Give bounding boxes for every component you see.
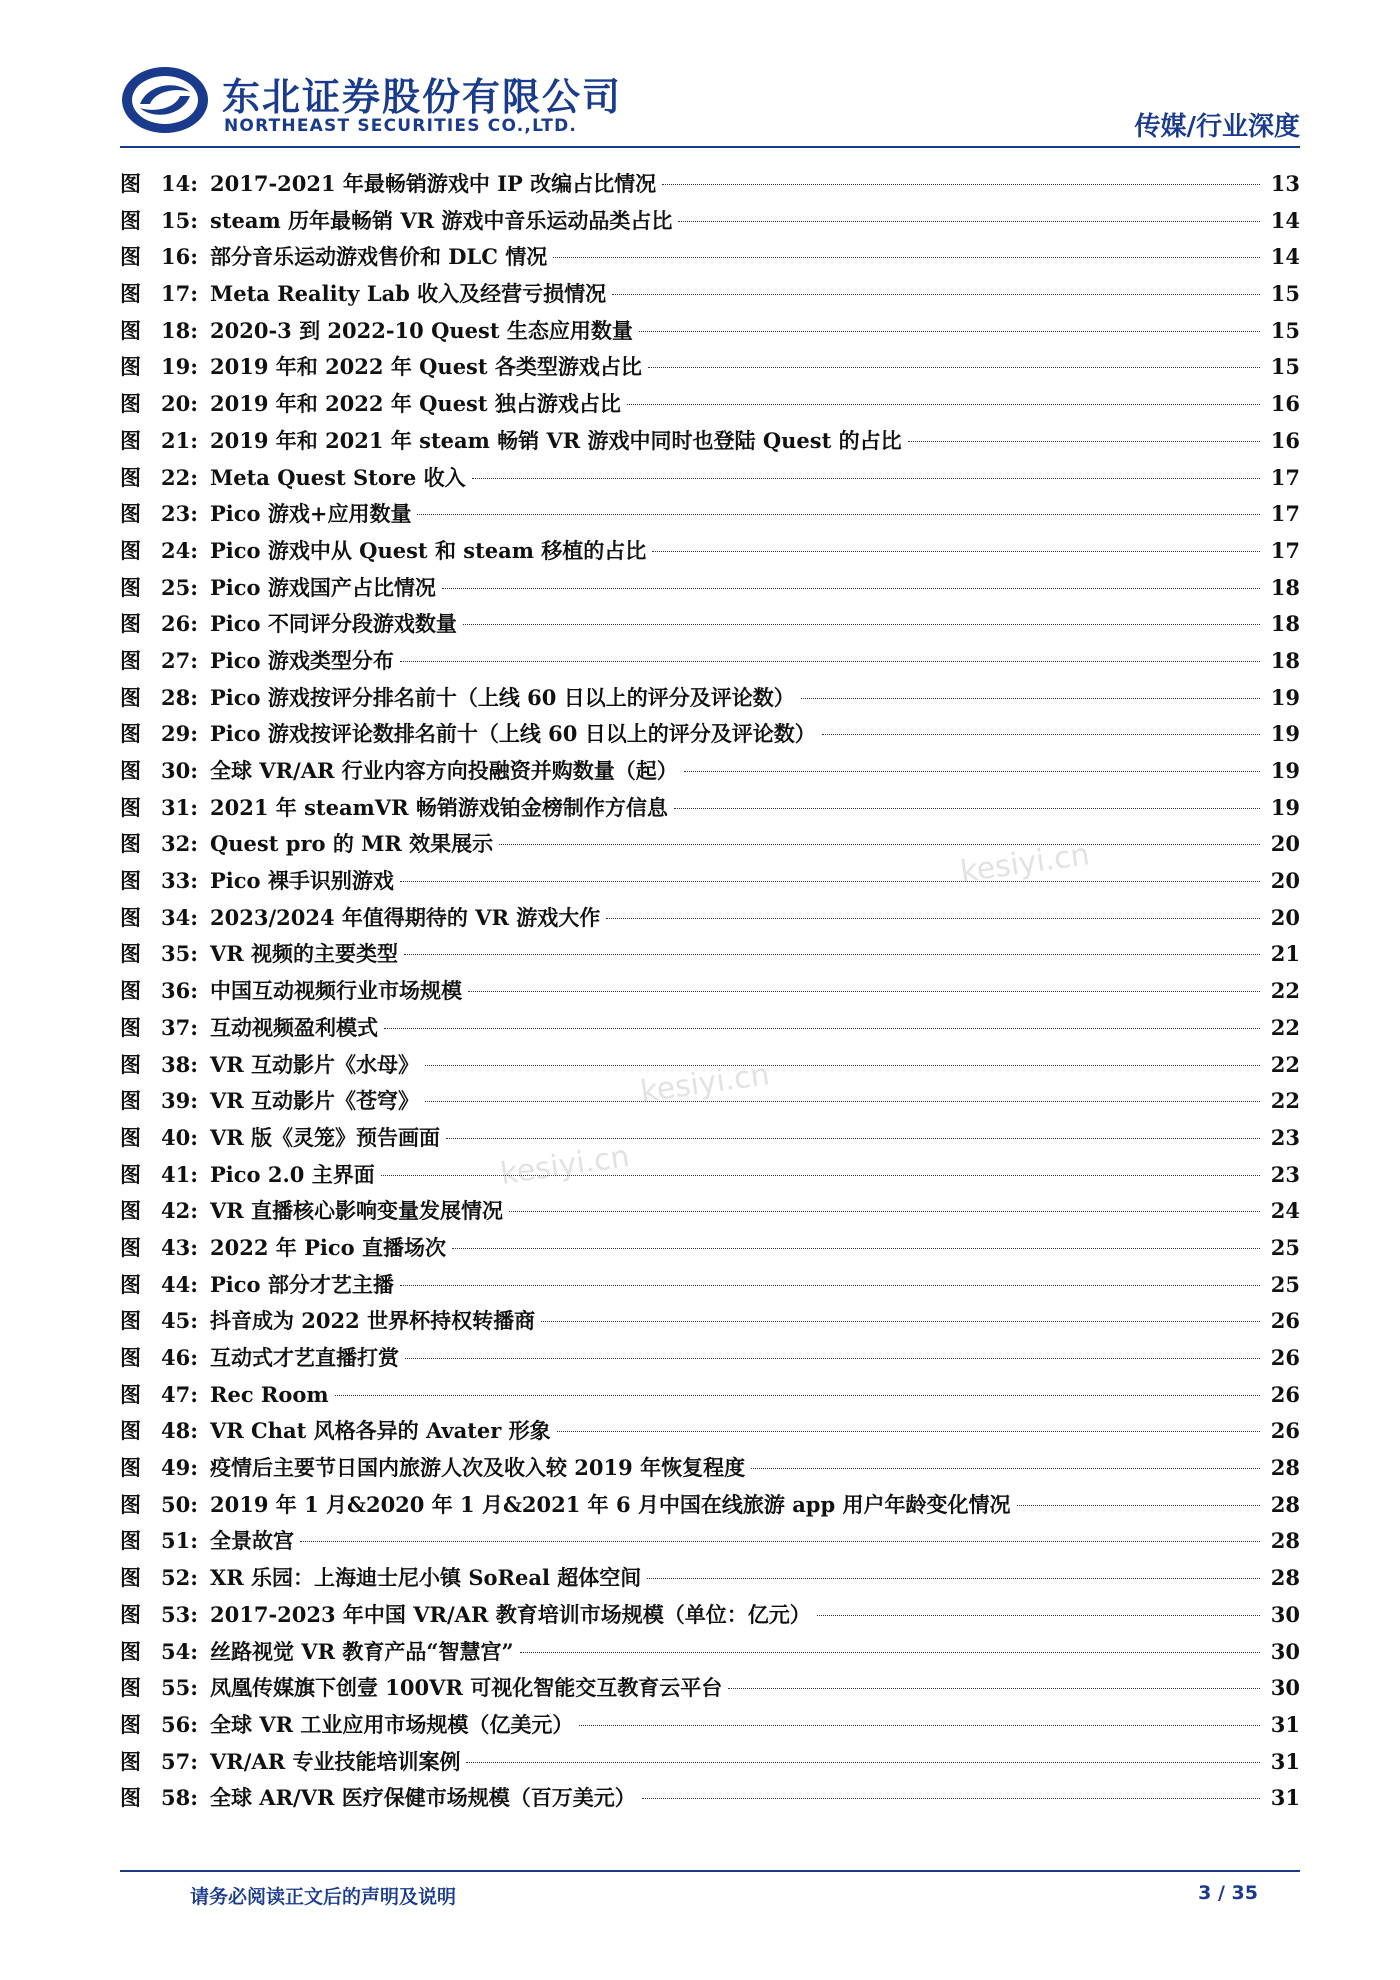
figure-title[interactable]: VR 互动影片《苍穹》	[210, 1088, 420, 1114]
figure-label: 图	[120, 317, 141, 343]
figure-label: 图	[120, 1308, 141, 1334]
figure-label: 图	[120, 1418, 141, 1444]
watermark: kesiyi.cn	[498, 1139, 632, 1192]
figure-title[interactable]: 中国互动视频行业市场规模	[210, 978, 462, 1004]
dot-leader	[335, 1395, 1260, 1396]
toc-row[interactable]	[120, 1010, 1300, 1047]
company-logo-icon	[120, 64, 210, 136]
figure-label: 图	[120, 1234, 141, 1260]
figure-title[interactable]: 2023/2024 年值得期待的 VR 游戏大作	[210, 904, 601, 930]
dot-leader	[627, 404, 1260, 405]
figure-label: 图	[120, 1345, 141, 1370]
section-tag: 传媒/行业深度	[1134, 112, 1300, 142]
watermark: kesiyi.cn	[958, 837, 1092, 890]
figure-title[interactable]: VR 直播核心影响变量发展情况	[210, 1198, 504, 1224]
figure-page[interactable]: 28	[1270, 1565, 1300, 1591]
figure-page[interactable]: 26	[1270, 1345, 1300, 1370]
figure-number: 57:	[161, 1748, 198, 1774]
page-number: 3 / 35	[1198, 1882, 1258, 1904]
figure-title[interactable]: Pico 裸手识别游戏	[210, 868, 394, 894]
figure-label: 图	[120, 244, 141, 270]
dot-leader	[662, 184, 1260, 185]
figure-title[interactable]: 2021 年 steamVR 畅销游戏铂金榜制作方信息	[210, 794, 668, 820]
footer-disclaimer: 请务必阅读正文后的声明及说明	[190, 1886, 457, 1908]
figure-label: 图	[120, 1161, 141, 1187]
figure-label: 图	[120, 1198, 141, 1224]
dot-leader	[381, 1175, 1260, 1176]
figure-title[interactable]: 互动式才艺直播打赏	[210, 1345, 399, 1370]
figure-page[interactable]: 17	[1270, 537, 1300, 563]
figure-title[interactable]: Pico 部分才艺主播	[210, 1271, 394, 1297]
figure-label: 图	[120, 1088, 141, 1114]
dot-leader	[678, 221, 1260, 222]
dot-leader	[446, 1138, 1260, 1139]
figure-number: 55:	[161, 1675, 198, 1701]
dot-leader	[674, 808, 1260, 809]
figure-page[interactable]: 28	[1270, 1455, 1300, 1481]
toc-row[interactable]	[120, 1523, 1300, 1560]
figure-number: 20:	[161, 391, 198, 417]
figure-title[interactable]: 丝路视觉 VR 教育产品“智慧宫”	[210, 1638, 514, 1664]
company-name-en: NORTHEAST SECURITIES CO.,LTD.	[224, 116, 578, 136]
figure-number: 50:	[161, 1491, 198, 1517]
figure-number: 17:	[161, 281, 198, 307]
figure-page[interactable]: 26	[1270, 1308, 1300, 1334]
figure-label: 图	[120, 281, 141, 307]
toc-row[interactable]	[120, 900, 1300, 937]
toc-row[interactable]	[120, 643, 1300, 680]
figure-number: 37:	[161, 1014, 198, 1040]
figure-number: 31:	[161, 794, 198, 820]
figure-page[interactable]: 30	[1270, 1638, 1300, 1664]
dot-leader	[400, 881, 1260, 882]
figure-page[interactable]: 14	[1270, 207, 1300, 233]
figure-label: 图	[120, 537, 141, 563]
toc-row[interactable]	[120, 460, 1300, 497]
figure-label: 图	[120, 721, 141, 747]
dot-leader	[728, 1688, 1260, 1689]
figure-title[interactable]: Pico 游戏类型分布	[210, 647, 394, 673]
dot-leader	[822, 734, 1260, 735]
figure-label: 图	[120, 207, 141, 233]
figure-label: 图	[120, 501, 141, 527]
figure-title[interactable]: VR 版《灵笼》预告画面	[210, 1124, 441, 1150]
dot-leader	[404, 954, 1260, 955]
figure-number: 26:	[161, 611, 198, 637]
figure-title[interactable]: 2020-3 到 2022-10 Quest 生态应用数量	[210, 317, 633, 343]
toc-row[interactable]	[120, 533, 1300, 570]
toc-row[interactable]	[120, 496, 1300, 533]
figure-page[interactable]: 16	[1270, 427, 1300, 453]
figure-number: 36:	[161, 978, 198, 1004]
toc-row[interactable]	[120, 1193, 1300, 1230]
figure-label: 图	[120, 427, 141, 453]
figure-page[interactable]: 28	[1270, 1528, 1300, 1554]
figure-number: 48:	[161, 1418, 198, 1444]
toc-row[interactable]	[120, 1157, 1300, 1194]
figure-label: 图	[120, 1675, 141, 1701]
figure-number: 54:	[161, 1638, 198, 1664]
toc-row[interactable]	[120, 1780, 1300, 1817]
figure-label: 图	[120, 1638, 141, 1664]
dot-leader	[472, 478, 1260, 479]
toc-row[interactable]	[120, 1083, 1300, 1120]
figure-label: 图	[120, 574, 141, 600]
dot-leader	[300, 1541, 1260, 1542]
figure-number: 14:	[161, 171, 198, 196]
figure-label: 图	[120, 904, 141, 930]
figure-label: 图	[120, 1455, 141, 1481]
dot-leader	[817, 1615, 1260, 1616]
figure-page[interactable]: 20	[1270, 904, 1300, 930]
figure-number: 47:	[161, 1381, 198, 1407]
figure-number: 45:	[161, 1308, 198, 1334]
figure-label: 图	[120, 831, 141, 857]
dot-leader	[642, 1798, 1260, 1799]
figure-number: 51:	[161, 1528, 198, 1554]
toc-row[interactable]	[120, 826, 1300, 863]
figure-number: 16:	[161, 244, 198, 270]
figure-label: 图	[120, 171, 141, 196]
figure-number: 15:	[161, 207, 198, 233]
dot-leader	[606, 918, 1260, 919]
toc-row[interactable]	[120, 1487, 1300, 1524]
figure-number: 41:	[161, 1161, 198, 1187]
figure-title[interactable]: Pico 2.0 主界面	[210, 1161, 375, 1187]
figure-title[interactable]: Pico 不同评分段游戏数量	[210, 611, 457, 637]
figure-page[interactable]: 22	[1270, 1051, 1300, 1077]
figure-number: 25:	[161, 574, 198, 600]
figure-page[interactable]: 19	[1270, 794, 1300, 820]
figure-page[interactable]: 16	[1270, 391, 1300, 417]
figure-title[interactable]: Pico 游戏国产占比情况	[210, 574, 436, 600]
figure-number: 56:	[161, 1711, 198, 1737]
figure-page[interactable]: 15	[1270, 317, 1300, 343]
dot-leader	[908, 441, 1260, 442]
figure-number: 22:	[161, 464, 198, 490]
figure-number: 21:	[161, 427, 198, 453]
figure-page[interactable]: 26	[1270, 1381, 1300, 1407]
dot-leader	[639, 331, 1260, 332]
dot-leader	[684, 771, 1260, 772]
watermark: kesiyi.cn	[638, 1057, 772, 1110]
toc-row[interactable]	[120, 973, 1300, 1010]
toc-row[interactable]	[120, 386, 1300, 423]
figure-title[interactable]: 2019 年和 2021 年 steam 畅销 VR 游戏中同时也登陆 Quest 的占比	[210, 427, 902, 453]
figure-page[interactable]: 21	[1270, 941, 1300, 967]
figure-title[interactable]: 2019 年 1 月&2020 年 1 月&2021 年 6 月中国在线旅游 app 用户年龄变化情况	[210, 1491, 1011, 1517]
figure-page[interactable]: 18	[1270, 611, 1300, 637]
figure-page[interactable]: 18	[1270, 574, 1300, 600]
figure-number: 42:	[161, 1198, 198, 1224]
figure-page[interactable]: 22	[1270, 1088, 1300, 1114]
figure-number: 38:	[161, 1051, 198, 1077]
figure-label: 图	[120, 1381, 141, 1407]
figure-label: 图	[120, 647, 141, 673]
toc-row[interactable]	[120, 1303, 1300, 1340]
figure-label: 图	[120, 354, 141, 380]
figure-page[interactable]: 14	[1270, 244, 1300, 270]
figure-page[interactable]: 19	[1270, 721, 1300, 747]
figure-title[interactable]: 全景故宫	[210, 1528, 294, 1554]
figure-title[interactable]: VR/AR 专业技能培训案例	[210, 1748, 461, 1774]
figure-page[interactable]: 28	[1270, 1491, 1300, 1517]
figure-number: 49:	[161, 1455, 198, 1481]
dot-leader	[466, 1762, 1260, 1763]
figure-title[interactable]: steam 历年最畅销 VR 游戏中音乐运动品类占比	[210, 207, 673, 233]
figure-title[interactable]: 2019 年和 2022 年 Quest 独占游戏占比	[210, 391, 621, 417]
figure-label: 图	[120, 1601, 141, 1627]
toc-row[interactable]	[120, 1707, 1300, 1744]
figure-number: 43:	[161, 1234, 198, 1260]
figure-page[interactable]: 17	[1270, 464, 1300, 490]
dot-leader	[384, 1028, 1260, 1029]
dot-leader	[612, 294, 1260, 295]
figure-number: 33:	[161, 868, 198, 894]
figure-page[interactable]: 31	[1270, 1711, 1300, 1737]
toc-row[interactable]	[120, 1450, 1300, 1487]
header-divider	[120, 146, 1300, 148]
figure-page[interactable]: 22	[1270, 978, 1300, 1004]
figure-title[interactable]: Pico 游戏按评分排名前十（上线 60 日以上的评分及评论数）	[210, 684, 795, 710]
page-header	[120, 56, 1300, 146]
figure-title[interactable]: 全球 AR/VR 医疗保健市场规模（百万美元）	[210, 1785, 636, 1811]
toc-row[interactable]	[120, 1120, 1300, 1157]
figure-label: 图	[120, 1748, 141, 1774]
figure-title[interactable]: VR 互动影片《水母》	[210, 1051, 420, 1077]
dot-leader	[751, 1468, 1260, 1469]
toc-row[interactable]	[120, 1560, 1300, 1597]
figure-label: 图	[120, 794, 141, 820]
figure-number: 34:	[161, 904, 198, 930]
toc-row[interactable]	[120, 423, 1300, 460]
figure-page[interactable]: 19	[1270, 684, 1300, 710]
toc-row[interactable]	[120, 1744, 1300, 1781]
dot-leader	[425, 1065, 1260, 1066]
figure-label: 图	[120, 1491, 141, 1517]
figure-page[interactable]: 15	[1270, 354, 1300, 380]
toc-row[interactable]	[120, 1670, 1300, 1707]
figure-title[interactable]: Meta Quest Store 收入	[210, 464, 466, 490]
figure-page[interactable]: 30	[1270, 1601, 1300, 1627]
figure-title[interactable]: Meta Reality Lab 收入及经营亏损情况	[210, 281, 607, 307]
toc-row[interactable]	[120, 936, 1300, 973]
figure-page[interactable]: 26	[1270, 1418, 1300, 1444]
figure-title[interactable]: Quest pro 的 MR 效果展示	[210, 831, 494, 857]
dot-leader	[648, 367, 1260, 368]
toc-row[interactable]	[120, 276, 1300, 313]
figure-page[interactable]: 23	[1270, 1161, 1300, 1187]
figure-title[interactable]: 部分音乐运动游戏售价和 DLC 情况	[210, 244, 548, 270]
dot-leader	[557, 1431, 1260, 1432]
toc-row[interactable]	[120, 606, 1300, 643]
toc-row[interactable]	[120, 1340, 1300, 1377]
dot-leader	[509, 1211, 1260, 1212]
figure-page[interactable]: 24	[1270, 1198, 1300, 1224]
figure-page[interactable]: 20	[1270, 831, 1300, 857]
toc-row[interactable]	[120, 166, 1300, 203]
figure-number: 32:	[161, 831, 198, 857]
figure-number: 44:	[161, 1271, 198, 1297]
toc-row[interactable]	[120, 753, 1300, 790]
toc-row[interactable]	[120, 1413, 1300, 1450]
figure-page[interactable]: 31	[1270, 1748, 1300, 1774]
figure-label: 图	[120, 978, 141, 1004]
toc-row[interactable]	[120, 1377, 1300, 1414]
figure-number: 40:	[161, 1124, 198, 1150]
figure-label: 图	[120, 1014, 141, 1040]
figure-label: 图	[120, 611, 141, 637]
figure-label: 图	[120, 941, 141, 967]
dot-leader	[468, 991, 1260, 992]
figure-page[interactable]: 25	[1270, 1234, 1300, 1260]
figure-label: 图	[120, 868, 141, 894]
figure-title[interactable]: Pico 游戏+应用数量	[210, 501, 412, 527]
figure-title[interactable]: Pico 游戏按评论数排名前十（上线 60 日以上的评分及评论数）	[210, 721, 816, 747]
figure-title[interactable]: 抖音成为 2022 世界杯持权转播商	[210, 1308, 536, 1334]
figure-title[interactable]: Pico 游戏中从 Quest 和 steam 移植的占比	[210, 537, 647, 563]
figure-page[interactable]: 30	[1270, 1675, 1300, 1701]
figure-label: 图	[120, 391, 141, 417]
dot-leader	[417, 514, 1260, 515]
figure-number: 24:	[161, 537, 198, 563]
dot-leader	[579, 1725, 1260, 1726]
figure-page[interactable]: 20	[1270, 868, 1300, 894]
figure-number: 27:	[161, 647, 198, 673]
dot-leader	[463, 624, 1260, 625]
figure-label: 图	[120, 1785, 141, 1811]
figure-number: 35:	[161, 941, 198, 967]
figure-page[interactable]: 17	[1270, 501, 1300, 527]
dot-leader	[405, 1358, 1260, 1359]
figure-page[interactable]: 23	[1270, 1124, 1300, 1150]
figure-number: 46:	[161, 1345, 198, 1370]
figure-page[interactable]: 19	[1270, 758, 1300, 783]
dot-leader	[400, 661, 1260, 662]
dot-leader	[442, 588, 1260, 589]
figure-label: 图	[120, 1051, 141, 1077]
figure-label: 图	[120, 684, 141, 710]
figure-label: 图	[120, 1124, 141, 1150]
figure-number: 53:	[161, 1601, 198, 1627]
figure-title[interactable]: 全球 VR 工业应用市场规模（亿美元）	[210, 1711, 574, 1737]
figure-list	[120, 166, 1300, 1817]
figure-page[interactable]: 18	[1270, 647, 1300, 673]
figure-title[interactable]: 2022 年 Pico 直播场次	[210, 1234, 446, 1260]
dot-leader	[452, 1248, 1260, 1249]
dot-leader	[801, 698, 1260, 699]
figure-title[interactable]: VR Chat 风格各异的 Avater 形象	[210, 1418, 551, 1444]
figure-number: 30:	[161, 758, 198, 783]
dot-leader	[499, 844, 1260, 845]
figure-title[interactable]: 凤凰传媒旗下创壹 100VR 可视化智能交互教育云平台	[210, 1675, 723, 1701]
toc-row[interactable]	[120, 790, 1300, 827]
figure-number: 58:	[161, 1785, 198, 1811]
figure-label: 图	[120, 464, 141, 490]
toc-row[interactable]	[120, 1230, 1300, 1267]
dot-leader	[1017, 1505, 1261, 1506]
figure-label: 图	[120, 1528, 141, 1554]
figure-page[interactable]: 31	[1270, 1785, 1300, 1811]
figure-number: 18:	[161, 317, 198, 343]
footer-divider	[120, 1870, 1300, 1872]
figure-title[interactable]: 全球 VR/AR 行业内容方向投融资并购数量（起）	[210, 758, 678, 783]
toc-row[interactable]	[120, 1267, 1300, 1304]
figure-label: 图	[120, 758, 141, 783]
toc-row[interactable]	[120, 680, 1300, 717]
figure-number: 23:	[161, 501, 198, 527]
figure-number: 39:	[161, 1088, 198, 1114]
dot-leader	[652, 551, 1260, 552]
toc-row[interactable]	[120, 1047, 1300, 1084]
toc-row[interactable]	[120, 239, 1300, 276]
toc-row[interactable]	[120, 1597, 1300, 1634]
figure-title[interactable]: 2019 年和 2022 年 Quest 各类型游戏占比	[210, 354, 642, 380]
figure-page[interactable]: 13	[1270, 171, 1300, 196]
toc-row[interactable]	[120, 349, 1300, 386]
toc-row[interactable]	[120, 203, 1300, 240]
dot-leader	[541, 1321, 1260, 1322]
figure-number: 29:	[161, 721, 198, 747]
company-name-cn: 东北证券股份有限公司	[222, 75, 623, 119]
figure-label: 图	[120, 1565, 141, 1591]
figure-title[interactable]: 疫情后主要节日国内旅游人次及收入较 2019 年恢复程度	[210, 1455, 746, 1481]
figure-title[interactable]: 2017-2021 年最畅销游戏中 IP 改编占比情况	[210, 171, 657, 196]
figure-page[interactable]: 15	[1270, 281, 1300, 307]
toc-row[interactable]	[120, 863, 1300, 900]
toc-row[interactable]	[120, 570, 1300, 607]
toc-row[interactable]	[120, 313, 1300, 350]
figure-page[interactable]: 25	[1270, 1271, 1300, 1297]
dot-leader	[400, 1285, 1260, 1286]
figure-title[interactable]: VR 视频的主要类型	[210, 941, 399, 967]
figure-title[interactable]: XR 乐园：上海迪士尼小镇 SoReal 超体空间	[210, 1565, 642, 1591]
dot-leader	[520, 1652, 1260, 1653]
figure-number: 28:	[161, 684, 198, 710]
figure-number: 19:	[161, 354, 198, 380]
figure-title[interactable]: Rec Room	[210, 1381, 329, 1407]
toc-row[interactable]	[120, 1634, 1300, 1671]
figure-title[interactable]: 2017-2023 年中国 VR/AR 教育培训市场规模（单位：亿元）	[210, 1601, 811, 1627]
figure-label: 图	[120, 1711, 141, 1737]
dot-leader	[553, 257, 1260, 258]
figure-title[interactable]: 互动视频盈利模式	[210, 1014, 378, 1040]
dot-leader	[425, 1101, 1260, 1102]
figure-page[interactable]: 22	[1270, 1014, 1300, 1040]
figure-number: 52:	[161, 1565, 198, 1591]
toc-row[interactable]	[120, 716, 1300, 753]
dot-leader	[647, 1578, 1260, 1579]
figure-label: 图	[120, 1271, 141, 1297]
